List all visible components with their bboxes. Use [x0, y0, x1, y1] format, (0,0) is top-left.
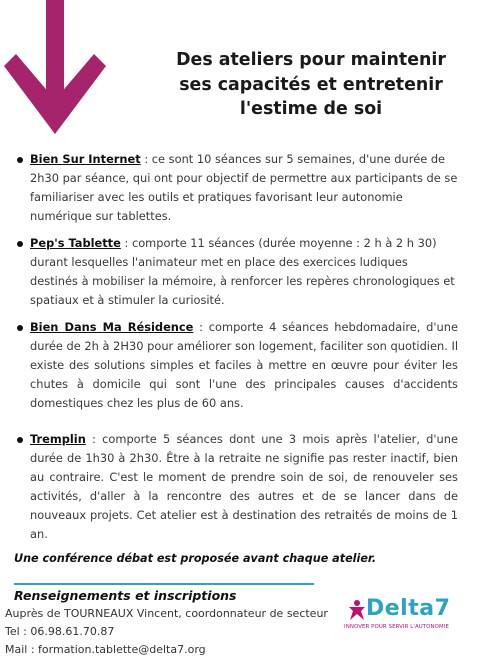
- workshop-description: : comporte 4 séances hebdomadaire, d'une durée de 2h à 2H30 pour améliorer son logement, faciliter son quotidien. Il existe des solutions simples et faciles à mettre en œuvre pour éviter les chutes à domicile qui sont l'une des principales causes d'accidents domestiques chez les plus de 60 ans.: [30, 320, 458, 410]
- workshop-name: Tremplin: [30, 432, 86, 446]
- contact-phone: Tel : 06.98.61.70.87: [5, 625, 115, 638]
- down-arrow-icon: [0, 0, 110, 145]
- bullet-icon: [17, 437, 23, 443]
- logo-tagline: INNOVER POUR SERVIR L'AUTONOMIE: [344, 624, 449, 630]
- workshop-item-tremplin: [30, 430, 458, 544]
- workshop-name: Pep's Tablette: [30, 236, 121, 250]
- contact-mail: Mail : formation.tablette@delta7.org: [5, 643, 206, 656]
- title-line-1: Des ateliers pour maintenir: [176, 50, 446, 70]
- bullet-icon: [17, 325, 23, 331]
- delta7-logo: [344, 596, 464, 636]
- title-line-3: l'estime de soi: [239, 99, 383, 119]
- conference-note: Une conférence débat est proposée avant chaque atelier.: [14, 552, 377, 565]
- workshop-item-bien-sur-internet: [30, 150, 458, 226]
- workshop-description: : ce sont 10 séances sur 5 semaines, d'une durée de 2h30 par séance, qui ont pour objectif de permettre aux participants de se familiariser avec les outils et pratiques favorisant leur autonomie numérique sur tablettes.: [30, 152, 458, 223]
- workshop-name: Bien Sur Internet: [30, 152, 141, 166]
- contact-person: Auprès de TOURNEAUX Vincent, coordonnateur de secteur: [5, 607, 328, 620]
- workshop-description: : comporte 5 séances dont une 3 mois après l'atelier, d'une durée de 1h30 à 2h30. Être à la retraite ne signifie pas rester inactif, bien au contraire. C'est le moment de prendre soin de soi, de renouveler ses activités, d'aller à la rencontre des autres et de se lancer dans de nouveaux projets. Cet atelier est à destination des retraités de moins de 1 an.: [30, 432, 458, 541]
- workshop-name: Bien Dans Ma Résidence: [30, 320, 194, 334]
- bullet-icon: [17, 157, 23, 163]
- section-divider: [14, 583, 314, 585]
- bullet-icon: [17, 241, 23, 247]
- workshop-item-peps-tablette: [30, 234, 458, 310]
- page-title: [150, 48, 472, 122]
- workshop-description: : comporte 11 séances (durée moyenne : 2 h à 2 h 30) durant lesquelles l'animateur met en place des exercices ludiques destinés à mobiliser la mémoire, à renforcer les repères chronologiques et spatiaux et à stimuler la curiosité.: [30, 236, 455, 307]
- workshop-item-bien-dans-ma-residence: [30, 318, 458, 413]
- contact-heading: Renseignements et inscriptions: [14, 588, 237, 603]
- title-line-2: ses capacités et entretenir: [179, 74, 443, 95]
- person-star-icon: [348, 599, 366, 621]
- logo-name: Delta7: [366, 596, 451, 621]
